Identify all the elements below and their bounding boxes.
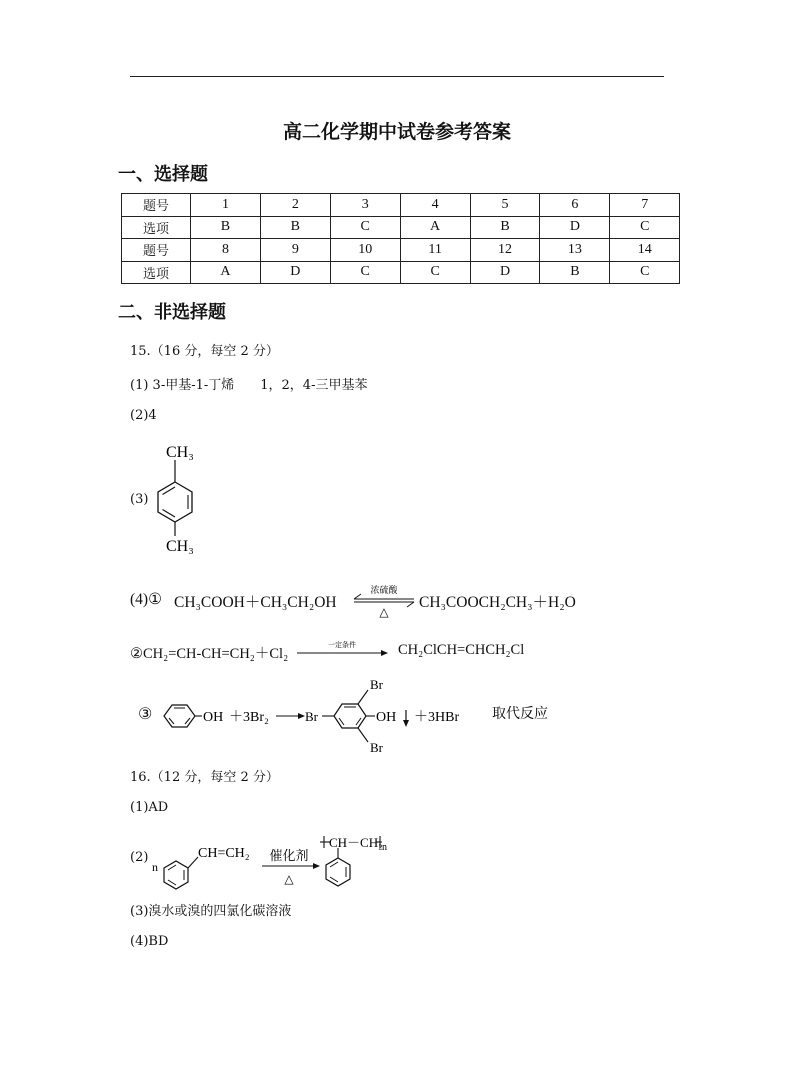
heat-symbol: △ — [379, 605, 389, 618]
table-cell: C — [610, 216, 680, 239]
table-cell: C — [610, 261, 680, 284]
polymer-n: n — [382, 842, 387, 853]
section-heading-choice: 一、选择题 — [118, 164, 208, 185]
table-cell: 11 — [400, 239, 470, 262]
reaction-type: 取代反应 — [492, 707, 548, 722]
condition-text: 一定条件 — [328, 641, 356, 649]
table-cell: B — [260, 216, 330, 239]
row-label: 选项 — [122, 261, 191, 284]
table-cell: 7 — [610, 194, 680, 217]
q15-header: 15.（16 分，每空 2 分） — [130, 344, 279, 359]
table-row — [122, 239, 680, 262]
br-bottom: Br — [370, 740, 383, 755]
row-label: 选项 — [122, 216, 191, 239]
q15-eq3-label: ③ — [138, 706, 153, 723]
vinyl-group: CH=CH₂ — [198, 846, 250, 861]
answer-table — [121, 193, 680, 284]
row-label: 题号 — [122, 194, 191, 217]
table-cell: 8 — [191, 239, 261, 262]
q15-answer-1: (1) 3-甲基-1-丁烯 1，2，4-三甲基苯 — [130, 378, 368, 393]
q16-answer-1: (1)AD — [130, 800, 169, 815]
ch3-bottom-label: CH₃ — [166, 538, 194, 555]
bromine-reagent: ＋3Br₂ — [229, 710, 269, 725]
table-cell: D — [260, 261, 330, 284]
top-rule — [130, 76, 664, 77]
q16-answer-4: (4)BD — [130, 934, 169, 949]
phenol-oh: OH — [203, 710, 224, 725]
reversible-arrow — [352, 582, 416, 618]
section-heading-nonchoice: 二、非选择题 — [118, 302, 226, 323]
q15-answer-2: (2)4 — [130, 408, 157, 423]
table-row — [122, 216, 680, 239]
hbr-byproduct: ＋3HBr — [414, 710, 460, 725]
page-title: 高二化学期中试卷参考答案 — [282, 121, 511, 143]
table-cell: 14 — [610, 239, 680, 262]
table-cell: D — [470, 261, 540, 284]
br-left: Br — [305, 709, 318, 724]
table-cell: B — [540, 261, 610, 284]
table-cell: 6 — [540, 194, 610, 217]
table-cell: C — [400, 261, 470, 284]
product-oh: OH — [376, 710, 397, 725]
styrene-polymerization — [148, 828, 388, 892]
q15-answer-3-label: (3) — [130, 492, 149, 507]
table-cell: 2 — [260, 194, 330, 217]
table-cell: C — [330, 261, 400, 284]
q15-eq2-reactants: ②CH₂=CH-CH=CH₂＋Cl₂ — [130, 646, 289, 662]
table-cell: A — [191, 261, 261, 284]
heat-symbol: △ — [284, 872, 294, 886]
table-cell: 5 — [470, 194, 540, 217]
table-cell: 12 — [470, 239, 540, 262]
br-top: Br — [370, 677, 383, 692]
table-cell: D — [540, 216, 610, 239]
phenol-bromination-equation — [154, 672, 574, 758]
table-cell: 9 — [260, 239, 330, 262]
q16-answer-3: (3)溴水或溴的四氯化碳溶液 — [130, 904, 292, 919]
q15-eq2-products: CH₂ClCH=CHCH₂Cl — [398, 642, 525, 658]
table-cell: C — [330, 216, 400, 239]
table-cell: 3 — [330, 194, 400, 217]
q15-eq1-reactants: CH₃COOH＋CH₃CH₂OH — [174, 594, 337, 611]
table-row — [122, 194, 680, 217]
condition-text: 浓硫酸 — [370, 585, 398, 595]
table-cell: B — [191, 216, 261, 239]
table-cell: 13 — [540, 239, 610, 262]
table-cell: 4 — [400, 194, 470, 217]
p-xylene-structure — [150, 438, 230, 558]
row-label: 题号 — [122, 239, 191, 262]
table-cell: B — [470, 216, 540, 239]
eq-label: (4)① — [130, 591, 162, 608]
q16-answer-2-label: (2) — [130, 850, 149, 865]
q15-eq1-label — [130, 590, 162, 609]
n-coefficient: n — [152, 860, 158, 874]
table-cell: 1 — [191, 194, 261, 217]
q15-eq1-products: CH₃COOCH₂CH₃＋H₂O — [419, 594, 576, 611]
reaction-arrow — [296, 638, 390, 660]
catalyst-label: 催化剂 — [269, 848, 309, 863]
table-cell: A — [400, 216, 470, 239]
polymer-repeat-unit: CH－CH₂ — [329, 835, 383, 850]
table-row — [122, 261, 680, 284]
q16-header: 16.（12 分，每空 2 分） — [130, 770, 279, 785]
table-cell: 10 — [330, 239, 400, 262]
ch3-top-label: CH₃ — [166, 444, 194, 461]
